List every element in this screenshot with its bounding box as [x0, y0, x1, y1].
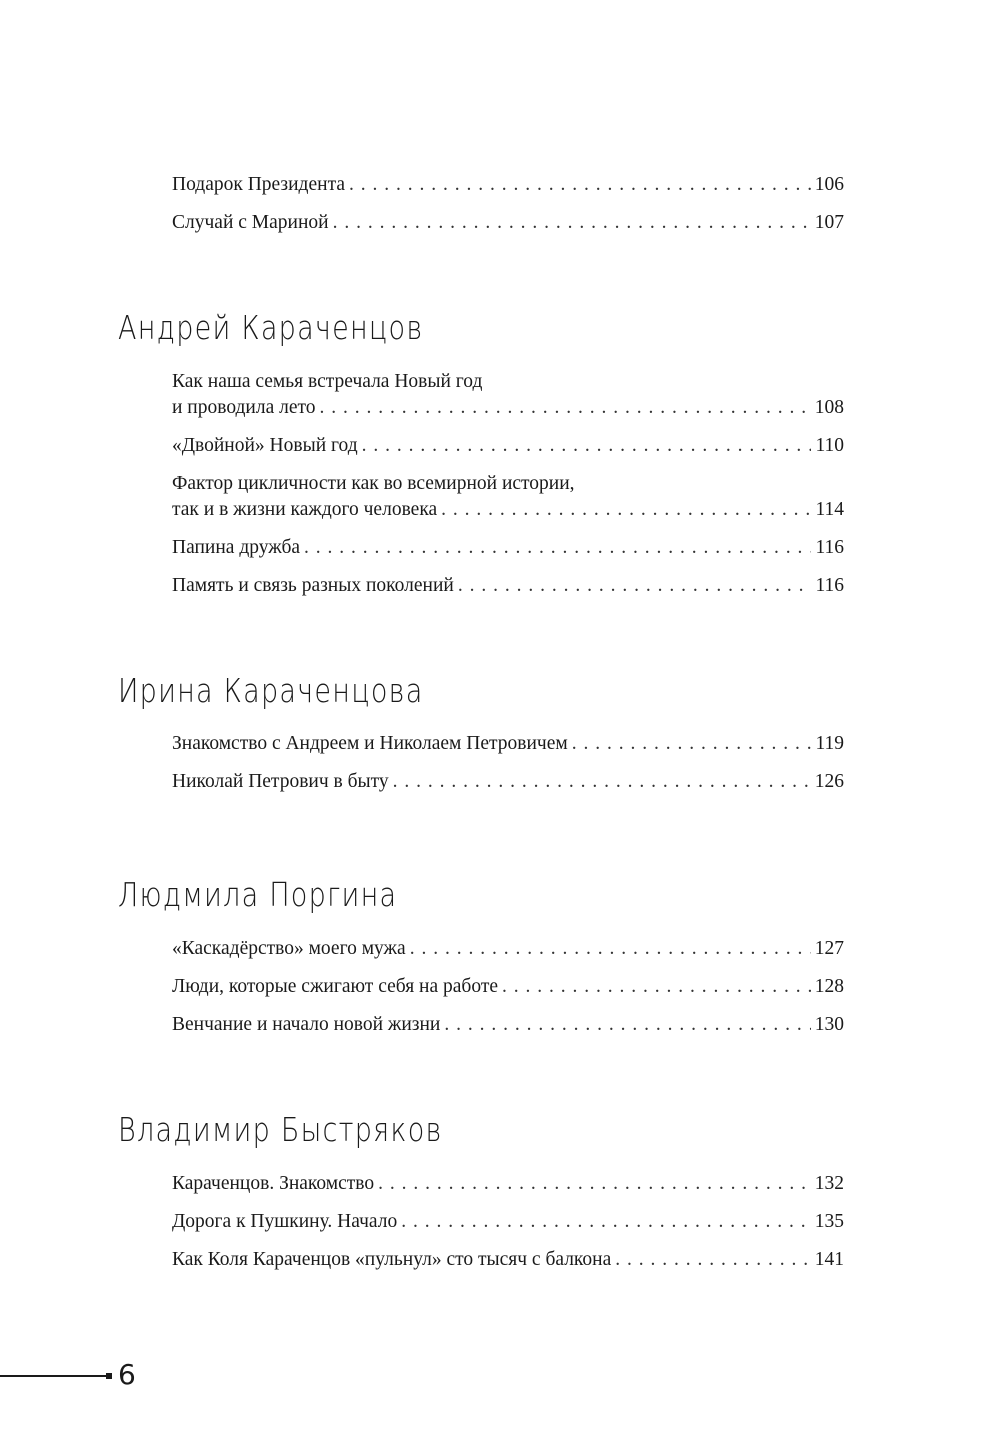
dot-leader	[304, 535, 811, 561]
toc-entry-title: Дорога к Пушкину. Начало	[172, 1211, 398, 1232]
footer-rule	[0, 1375, 108, 1377]
toc-entry-page: 107	[814, 212, 844, 233]
toc-entry-title: «Двойной» Новый год	[172, 435, 358, 456]
toc-entry-page: 116	[815, 537, 844, 558]
toc-entry-title: «Каскадёрство» моего мужа	[172, 938, 406, 959]
toc-entry-title: Венчание и начало новой жизни	[172, 1014, 441, 1035]
toc-entry-title: Память и связь разных поколений	[172, 575, 454, 596]
toc-entry	[172, 1171, 844, 1197]
footer-rule-end-dot	[106, 1373, 112, 1379]
toc-entry	[172, 369, 844, 421]
dot-leader	[410, 936, 811, 962]
toc-entry-title: Как Коля Караченцов «пульнул» сто тысяч с балкона	[172, 1249, 612, 1270]
dot-leader	[320, 395, 811, 421]
page-number: 6	[118, 1358, 136, 1391]
author-heading: Владимир Быстряков	[118, 1110, 443, 1149]
dot-leader	[333, 210, 811, 236]
toc-entry-title: Люди, которые сжигают себя на работе	[172, 976, 498, 997]
dot-leader	[444, 1012, 810, 1038]
toc-entry-title: Знакомство с Андреем и Николаем Петровичем	[172, 733, 568, 754]
toc-entry	[172, 769, 844, 795]
toc-entry-page: 127	[814, 938, 844, 959]
author-heading: Людмила Поргина	[118, 875, 398, 914]
dot-leader	[441, 497, 811, 523]
toc-entry-page: 116	[815, 575, 844, 596]
toc-entry	[172, 172, 844, 198]
toc-entry-title: Николай Петрович в быту	[172, 771, 389, 792]
dot-leader	[401, 1209, 811, 1235]
toc-entry-page: 130	[814, 1014, 844, 1035]
toc-entry-page: 135	[814, 1211, 844, 1232]
toc-entry-page: 119	[815, 733, 844, 754]
dot-leader	[458, 573, 812, 599]
toc-entry	[172, 1012, 844, 1038]
toc-entry-page: 106	[814, 174, 844, 195]
toc-entry	[172, 1247, 844, 1273]
dot-leader	[362, 433, 812, 459]
toc-entry-title: Караченцов. Знакомство	[172, 1173, 375, 1194]
toc-entry-page: 126	[814, 771, 844, 792]
author-heading: Андрей Караченцов	[118, 308, 424, 347]
dot-leader	[378, 1171, 811, 1197]
toc-entry-page: 132	[814, 1173, 844, 1194]
toc-entry	[172, 731, 844, 757]
toc-entry-title: Случай с Мариной	[172, 212, 329, 233]
toc-entry	[172, 471, 844, 523]
toc-entry	[172, 936, 844, 962]
toc-entry-page: 141	[814, 1249, 844, 1270]
toc-entry-title-line1: Как наша семья встречала Новый год	[172, 371, 483, 392]
toc-entry	[172, 1209, 844, 1235]
dot-leader	[393, 769, 811, 795]
author-heading: Ирина Караченцова	[118, 671, 424, 710]
toc-entry-title: так и в жизни каждого человека	[172, 499, 438, 520]
toc-entry-page: 108	[814, 397, 844, 418]
toc-entry	[172, 573, 844, 599]
toc-entry-title: и проводила лето	[172, 397, 316, 418]
dot-leader	[502, 974, 811, 1000]
toc-entry-title: Подарок Президента	[172, 174, 345, 195]
toc-entry	[172, 433, 844, 459]
toc-entry-page: 128	[814, 976, 844, 997]
toc-entry-page: 114	[815, 499, 844, 520]
toc-entry-title: Папина дружба	[172, 537, 301, 558]
dot-leader	[349, 172, 811, 198]
toc-entry	[172, 974, 844, 1000]
toc-entry-title-line1: Фактор цикличности как во всемирной истории,	[172, 473, 575, 494]
dot-leader	[572, 731, 812, 757]
dot-leader	[615, 1247, 811, 1273]
toc-entry	[172, 535, 844, 561]
toc-entry-page: 110	[815, 435, 844, 456]
toc-entry	[172, 210, 844, 236]
